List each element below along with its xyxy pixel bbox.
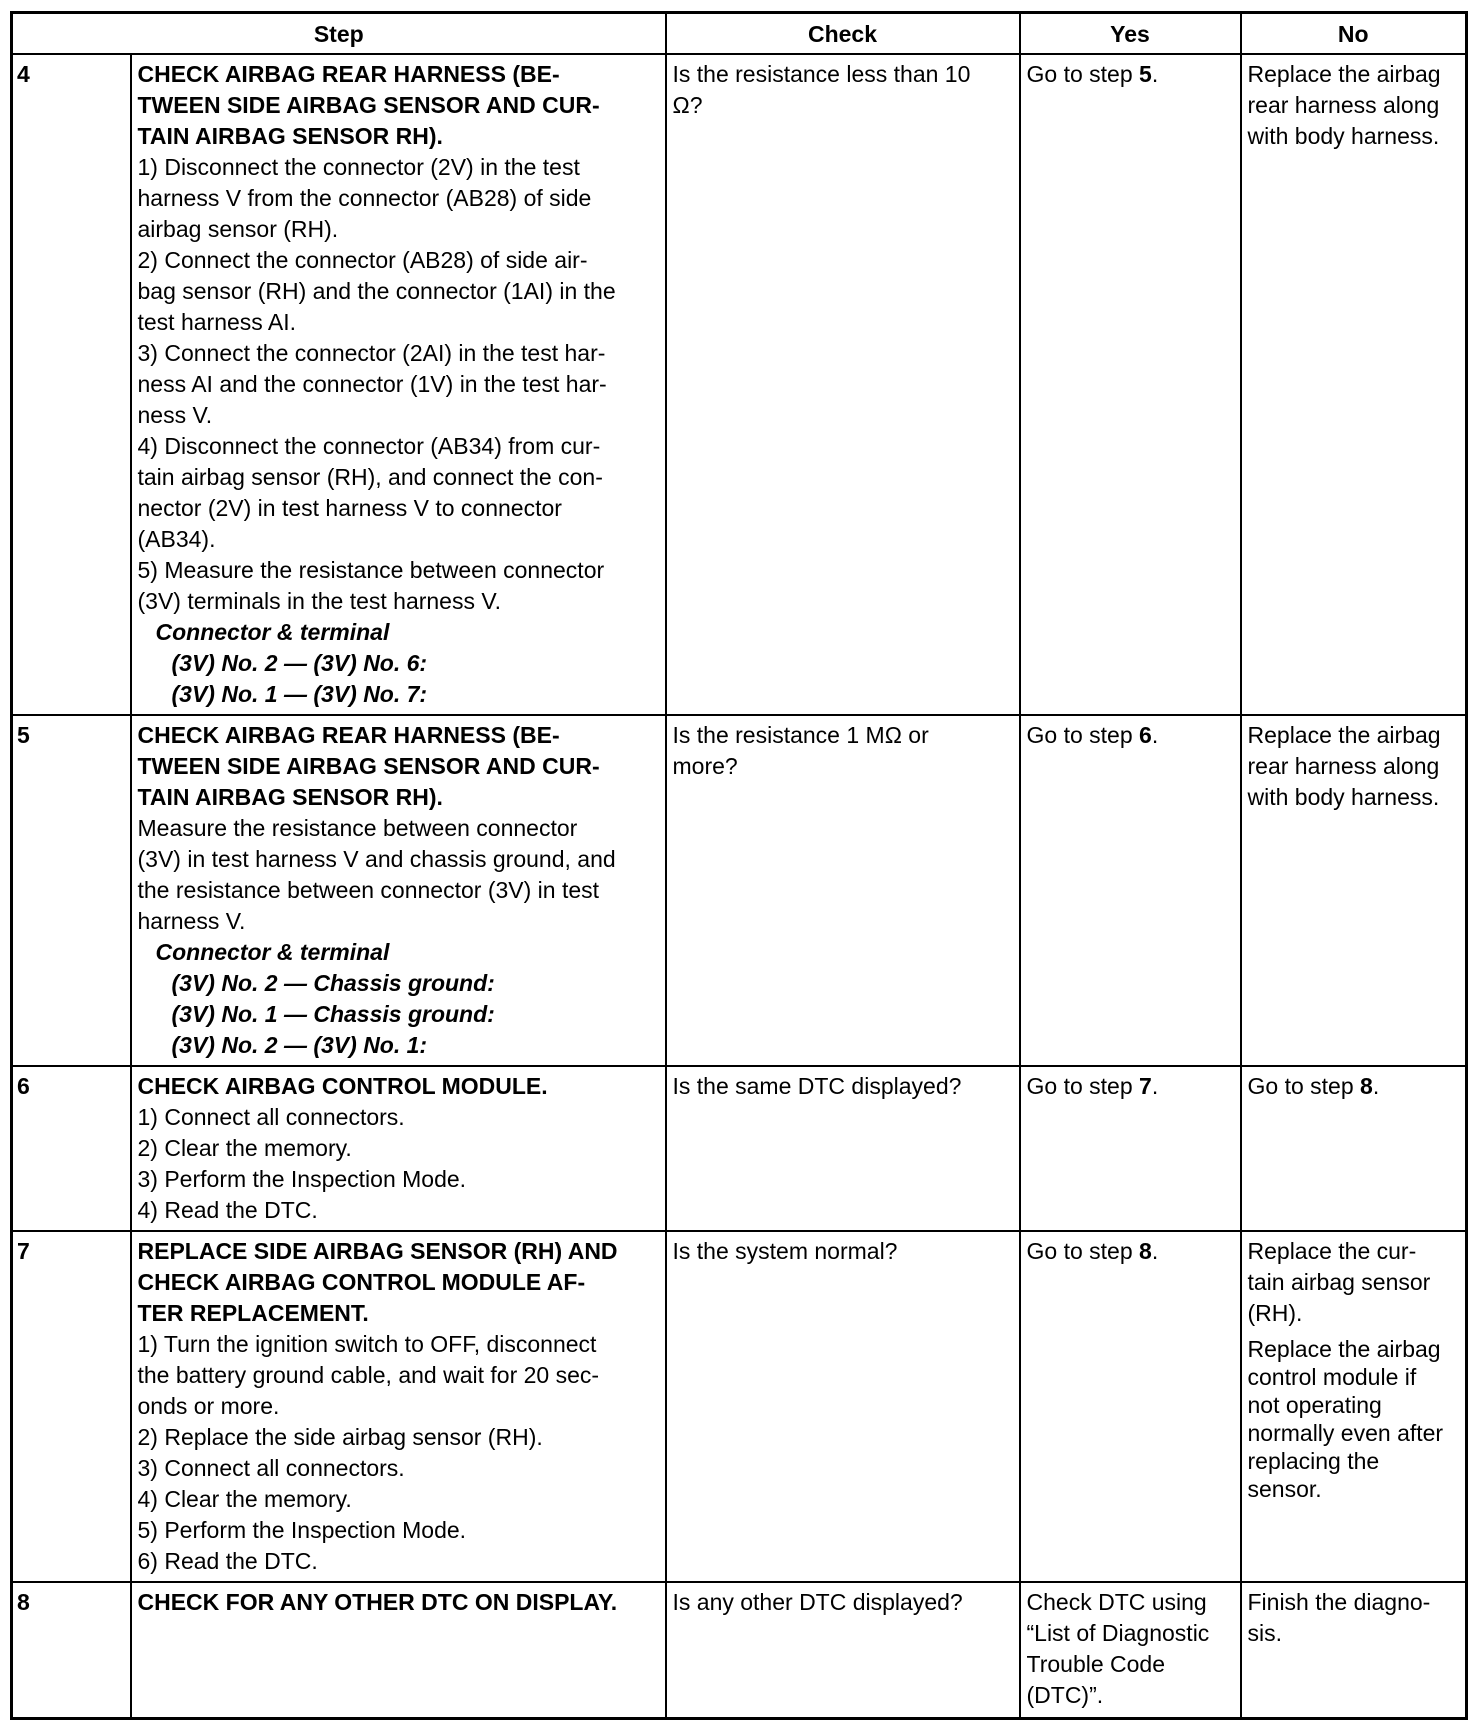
- yes-cell: [1020, 715, 1241, 1066]
- no-text: control module if: [1247, 1364, 1417, 1390]
- yes-step-ref: 7: [1139, 1073, 1152, 1099]
- yes-text: Go to step: [1026, 61, 1140, 87]
- instruction-line: ness AI and the connector (1V) in the test har-: [137, 371, 607, 397]
- table-row: [12, 1231, 1467, 1582]
- table-row: [12, 1066, 1467, 1231]
- yes-text: (DTC)”.: [1026, 1682, 1104, 1708]
- header-yes: Yes: [1020, 13, 1241, 55]
- yes-text: Go to step: [1026, 722, 1140, 748]
- connector-terminal-label: Connector & terminal: [155, 619, 390, 645]
- connector-terminal-label: Connector & terminal: [155, 939, 390, 965]
- instruction-line: 2) Replace the side airbag sensor (RH).: [137, 1424, 543, 1450]
- table-row: [12, 715, 1467, 1066]
- check-cell: [666, 1582, 1020, 1718]
- step-title: CHECK AIRBAG REAR HARNESS (BE-: [137, 61, 560, 87]
- procedure-page: [10, 11, 1465, 1720]
- check-text: more?: [672, 753, 738, 779]
- yes-step-ref: 5: [1139, 61, 1152, 87]
- table-row: [12, 1582, 1467, 1718]
- instruction-line: (AB34).: [137, 526, 216, 552]
- no-cell: [1241, 715, 1467, 1066]
- step-number: 7: [12, 1231, 131, 1582]
- no-text: Replace the airbag: [1247, 1336, 1441, 1362]
- header-step: Step: [12, 13, 666, 55]
- instruction-line: (3V) in test harness V and chassis ground, and: [137, 846, 616, 872]
- no-cell: [1241, 1231, 1467, 1582]
- yes-text: “List of Diagnostic: [1026, 1620, 1210, 1646]
- no-text: with body harness.: [1247, 123, 1440, 149]
- no-text: not operating: [1247, 1392, 1382, 1418]
- instruction-line: 4) Disconnect the connector (AB34) from cur-: [137, 433, 601, 459]
- instruction-line: bag sensor (RH) and the connector (1AI) in the: [137, 278, 616, 304]
- step-description: [131, 54, 666, 715]
- no-paragraph: [1248, 1236, 1460, 1329]
- step-description: [131, 1231, 666, 1582]
- instruction-line: tain airbag sensor (RH), and connect the con-: [137, 464, 603, 490]
- instruction-line: (3V) terminals in the test harness V.: [137, 588, 501, 614]
- instruction-line: 3) Connect all connectors.: [137, 1455, 405, 1481]
- instruction-line: harness V.: [137, 908, 246, 934]
- step-title: TWEEN SIDE AIRBAG SENSOR AND CUR-: [137, 92, 600, 118]
- step-number: 6: [12, 1066, 131, 1231]
- connector-terminal-item: (3V) No. 2 — (3V) No. 1:: [171, 1032, 428, 1058]
- instruction-line: test harness AI.: [137, 309, 297, 335]
- instruction-line: the resistance between connector (3V) in test: [137, 877, 600, 903]
- diagnostic-table: [10, 11, 1468, 1720]
- yes-cell: [1020, 1066, 1241, 1231]
- instruction-line: 6) Read the DTC.: [137, 1548, 318, 1574]
- connector-terminal-item: (3V) No. 2 — Chassis ground:: [171, 970, 495, 996]
- check-text: Is the system normal?: [672, 1238, 898, 1264]
- instruction-line: harness V from the connector (AB28) of side: [137, 185, 592, 211]
- no-text: (RH).: [1247, 1300, 1303, 1326]
- instruction-line: onds or more.: [137, 1393, 280, 1419]
- header-row: [12, 13, 1467, 55]
- header-check: Check: [666, 13, 1020, 55]
- no-text: rear harness along: [1247, 92, 1440, 118]
- step-number: 5: [12, 715, 131, 1066]
- step-title: CHECK AIRBAG CONTROL MODULE AF-: [137, 1269, 586, 1295]
- no-text-end: .: [1372, 1073, 1380, 1099]
- step-description: [131, 715, 666, 1066]
- instruction-line: 1) Turn the ignition switch to OFF, disconnect: [137, 1331, 597, 1357]
- instruction-line: 5) Perform the Inspection Mode.: [137, 1517, 467, 1543]
- no-text: sensor.: [1247, 1476, 1322, 1502]
- no-step-ref: 8: [1360, 1073, 1373, 1099]
- instruction-line: 3) Connect the connector (2AI) in the test har-: [137, 340, 606, 366]
- instruction-line: 2) Connect the connector (AB28) of side air-: [137, 247, 588, 273]
- instruction-line: 4) Clear the memory.: [137, 1486, 352, 1512]
- yes-cell: [1020, 1231, 1241, 1582]
- instruction-line: 1) Connect all connectors.: [137, 1104, 405, 1130]
- yes-text-end: .: [1151, 1238, 1159, 1264]
- instruction-line: Measure the resistance between connector: [137, 815, 578, 841]
- step-description: [131, 1582, 666, 1718]
- no-text: normally even after: [1247, 1420, 1444, 1446]
- instruction-line: 1) Disconnect the connector (2V) in the test: [137, 154, 580, 180]
- step-title: CHECK AIRBAG CONTROL MODULE.: [137, 1073, 548, 1099]
- no-text: sis.: [1247, 1620, 1282, 1646]
- yes-text: Go to step: [1026, 1238, 1140, 1264]
- yes-text-end: .: [1151, 61, 1159, 87]
- instruction-line: 4) Read the DTC.: [137, 1197, 318, 1223]
- step-number: 8: [12, 1582, 131, 1718]
- no-text: replacing the: [1247, 1448, 1380, 1474]
- no-text: Replace the airbag: [1247, 61, 1441, 87]
- check-text: Ω?: [672, 92, 703, 118]
- step-number: 4: [12, 54, 131, 715]
- check-text: Is the resistance 1 MΩ or: [672, 722, 929, 748]
- step-title: TWEEN SIDE AIRBAG SENSOR AND CUR-: [137, 753, 600, 779]
- check-text: Is any other DTC displayed?: [672, 1589, 963, 1615]
- instruction-line: nector (2V) in test harness V to connector: [137, 495, 562, 521]
- yes-step-ref: 6: [1139, 722, 1152, 748]
- yes-text: Trouble Code: [1026, 1651, 1166, 1677]
- no-text: rear harness along: [1247, 753, 1440, 779]
- connector-terminal-item: (3V) No. 2 — (3V) No. 6:: [171, 650, 428, 676]
- check-cell: [666, 1066, 1020, 1231]
- instruction-line: 3) Perform the Inspection Mode.: [137, 1166, 467, 1192]
- table-row: [12, 54, 1467, 715]
- step-title: TER REPLACEMENT.: [137, 1300, 369, 1326]
- instruction-line: airbag sensor (RH).: [137, 216, 339, 242]
- check-text: Is the resistance less than 10: [672, 61, 971, 87]
- check-text: Is the same DTC displayed?: [672, 1073, 962, 1099]
- yes-cell: [1020, 1582, 1241, 1718]
- step-title: TAIN AIRBAG SENSOR RH).: [137, 784, 443, 810]
- header-no: No: [1241, 13, 1467, 55]
- step-title: TAIN AIRBAG SENSOR RH).: [137, 123, 443, 149]
- yes-text-end: .: [1151, 1073, 1159, 1099]
- step-title: CHECK AIRBAG REAR HARNESS (BE-: [137, 722, 560, 748]
- yes-text-end: .: [1151, 722, 1159, 748]
- no-text: Replace the cur-: [1247, 1238, 1417, 1264]
- yes-text: Check DTC using: [1026, 1589, 1207, 1615]
- instruction-line: ness V.: [137, 402, 213, 428]
- step-description: [131, 1066, 666, 1231]
- step-title: REPLACE SIDE AIRBAG SENSOR (RH) AND: [137, 1238, 618, 1264]
- connector-terminal-item: (3V) No. 1 — (3V) No. 7:: [171, 681, 428, 707]
- check-cell: [666, 54, 1020, 715]
- no-cell: [1241, 54, 1467, 715]
- yes-step-ref: 8: [1139, 1238, 1152, 1264]
- no-text: Replace the airbag: [1247, 722, 1441, 748]
- no-cell: [1241, 1066, 1467, 1231]
- check-cell: [666, 715, 1020, 1066]
- connector-terminal-item: (3V) No. 1 — Chassis ground:: [171, 1001, 495, 1027]
- no-cell: [1241, 1582, 1467, 1718]
- instruction-line: the battery ground cable, and wait for 20 sec-: [137, 1362, 600, 1388]
- yes-text: Go to step: [1026, 1073, 1140, 1099]
- no-text: Go to step: [1247, 1073, 1361, 1099]
- instruction-line: 5) Measure the resistance between connector: [137, 557, 605, 583]
- yes-cell: [1020, 54, 1241, 715]
- check-cell: [666, 1231, 1020, 1582]
- no-text: tain airbag sensor: [1247, 1269, 1431, 1295]
- no-text: with body harness.: [1247, 784, 1440, 810]
- no-text: Finish the diagno-: [1247, 1589, 1431, 1615]
- no-paragraph: [1248, 1335, 1460, 1503]
- step-title: CHECK FOR ANY OTHER DTC ON DISPLAY.: [137, 1589, 618, 1615]
- instruction-line: 2) Clear the memory.: [137, 1135, 352, 1161]
